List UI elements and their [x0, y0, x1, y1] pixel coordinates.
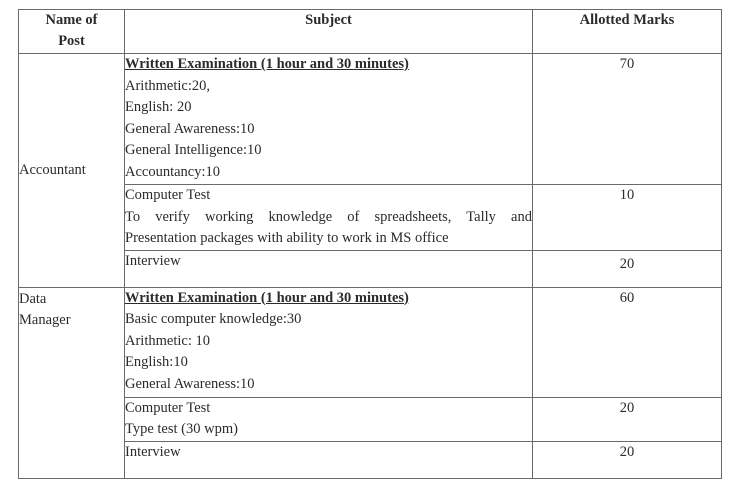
- header-marks: Allotted Marks: [533, 10, 722, 54]
- accountant-interview-label: Interview: [125, 252, 181, 269]
- accountant-post-label: Accountant: [19, 161, 86, 178]
- data-manager-written-item: Basic computer knowledge:30: [125, 311, 302, 327]
- accountant-interview-row: [19, 250, 722, 287]
- data-manager-written-marks: 60: [533, 287, 722, 397]
- header-post-line-2: Post: [58, 33, 85, 49]
- header-row: [19, 10, 722, 54]
- accountant-written-item: Accountancy:10: [125, 163, 221, 180]
- data-manager-computer-title: Computer Test: [125, 399, 211, 416]
- accountant-computer-title: Computer Test: [125, 187, 211, 203]
- data-manager-written-row: [19, 287, 722, 397]
- data-manager-computer-row: [19, 397, 722, 441]
- accountant-written-item: General Intelligence:10: [125, 142, 262, 158]
- accountant-written-row: [19, 54, 722, 185]
- data-manager-interview-subject: [125, 441, 533, 478]
- data-manager-post-line-2: Manager: [19, 312, 71, 328]
- accountant-written-item: English: 20: [125, 99, 192, 115]
- accountant-computer-desc: To verify working knowledge of spreadsheets, Tally and: [125, 208, 532, 225]
- accountant-written-subject: [125, 54, 533, 185]
- header-subject: Subject: [125, 10, 533, 54]
- accountant-interview-marks: 20: [533, 250, 722, 287]
- accountant-written-item: General Awareness:10: [125, 120, 255, 137]
- data-manager-computer-marks: 20: [533, 397, 722, 441]
- data-manager-interview-label: Interview: [125, 443, 181, 460]
- accountant-computer-marks: 10: [533, 185, 722, 251]
- data-manager-computer-desc: Type test (30 wpm): [125, 421, 238, 437]
- data-manager-written-subject: [125, 287, 533, 397]
- accountant-written-heading: Written Examination (1 hour and 30 minutes): [125, 56, 409, 72]
- accountant-computer-desc: Presentation packages with ability to work in MS office: [125, 230, 449, 246]
- accountant-written-marks: 70: [533, 54, 722, 185]
- data-manager-written-item: English:10: [125, 354, 188, 370]
- accountant-interview-subject: [125, 250, 533, 287]
- data-manager-written-item: General Awareness:10: [125, 375, 255, 392]
- accountant-computer-subject: [125, 185, 533, 251]
- accountant-computer-row: [19, 185, 722, 251]
- accountant-written-item: Arithmetic:20,: [125, 77, 210, 94]
- data-manager-post-line-1: Data: [19, 290, 47, 307]
- header-post-line-1: Name of: [45, 12, 98, 28]
- header-post: [19, 10, 125, 54]
- accountant-post-cell: [19, 54, 125, 288]
- data-manager-post-cell: [19, 287, 125, 478]
- data-manager-written-item: Arithmetic: 10: [125, 332, 210, 349]
- data-manager-computer-subject: [125, 397, 533, 441]
- data-manager-interview-row: [19, 441, 722, 478]
- allotted-marks-table: [18, 9, 722, 479]
- data-manager-written-heading: Written Examination (1 hour and 30 minutes): [125, 289, 409, 306]
- data-manager-interview-marks: 20: [533, 441, 722, 478]
